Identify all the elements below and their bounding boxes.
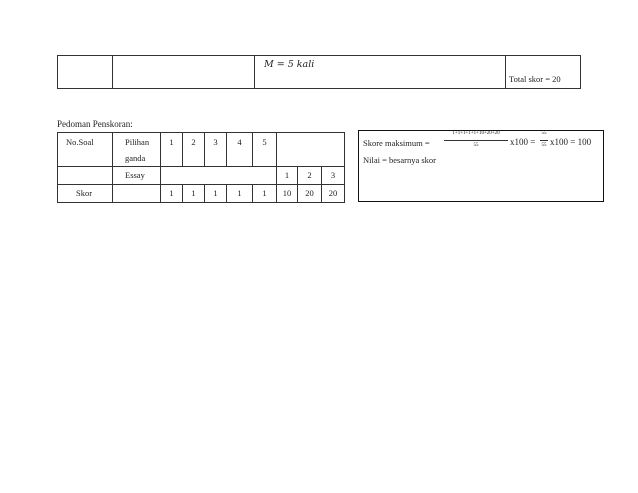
pg-number: 4 [237,137,242,147]
skor-value: 1 [237,188,242,198]
skore-maksimum-label: Skore maksimum = [363,138,430,148]
skor-value: 20 [328,188,338,198]
pg-number: 3 [213,137,218,147]
times-100-equals: x100 = [510,137,536,147]
skor-value: 10 [282,188,292,198]
fraction-1-denominator: 55 [473,143,479,148]
skor-value: 1 [191,188,196,198]
essay-label: Essay [125,170,145,180]
top-table-cell-2 [112,55,255,89]
skor-label: Skor [76,188,93,198]
ganda-label: ganda [125,153,146,163]
fraction-2-denominator: 55 [541,143,547,148]
top-table-cell-1 [57,55,113,89]
fraction-1-numerator: 1+1+1+1+1+10+20+20 [452,131,500,136]
result-text: x100 = 100 [550,137,592,147]
essay-number: 2 [307,170,312,180]
pg-empty-cell [276,132,345,167]
skor-value: 1 [169,188,174,198]
no-soal-label: No.Soal [66,137,94,147]
pg-number: 2 [191,137,196,147]
essay-span-cell [160,166,277,185]
fraction-2-bar [540,140,548,141]
fraction-2-numerator: 55 [541,131,547,136]
fraction-1-bar [444,140,508,141]
pg-number: 5 [262,137,267,147]
skor-empty-cell [112,184,161,203]
pg-number: 1 [169,137,174,147]
skor-value: 1 [213,188,218,198]
essay-left-cell [57,166,113,185]
essay-number: 3 [330,170,336,180]
nilai-text: Nilai = besarnya skor [363,155,437,165]
skor-value: 20 [305,188,314,198]
formula-m: M = 5 kali [264,59,315,70]
skor-value: 1 [262,188,267,198]
pilihan-label: Pilihan [125,137,150,147]
total-score-label: Total skor = 20 [509,74,561,84]
section-title: Pedoman Penskoran: [57,119,133,129]
essay-number: 1 [284,170,290,180]
